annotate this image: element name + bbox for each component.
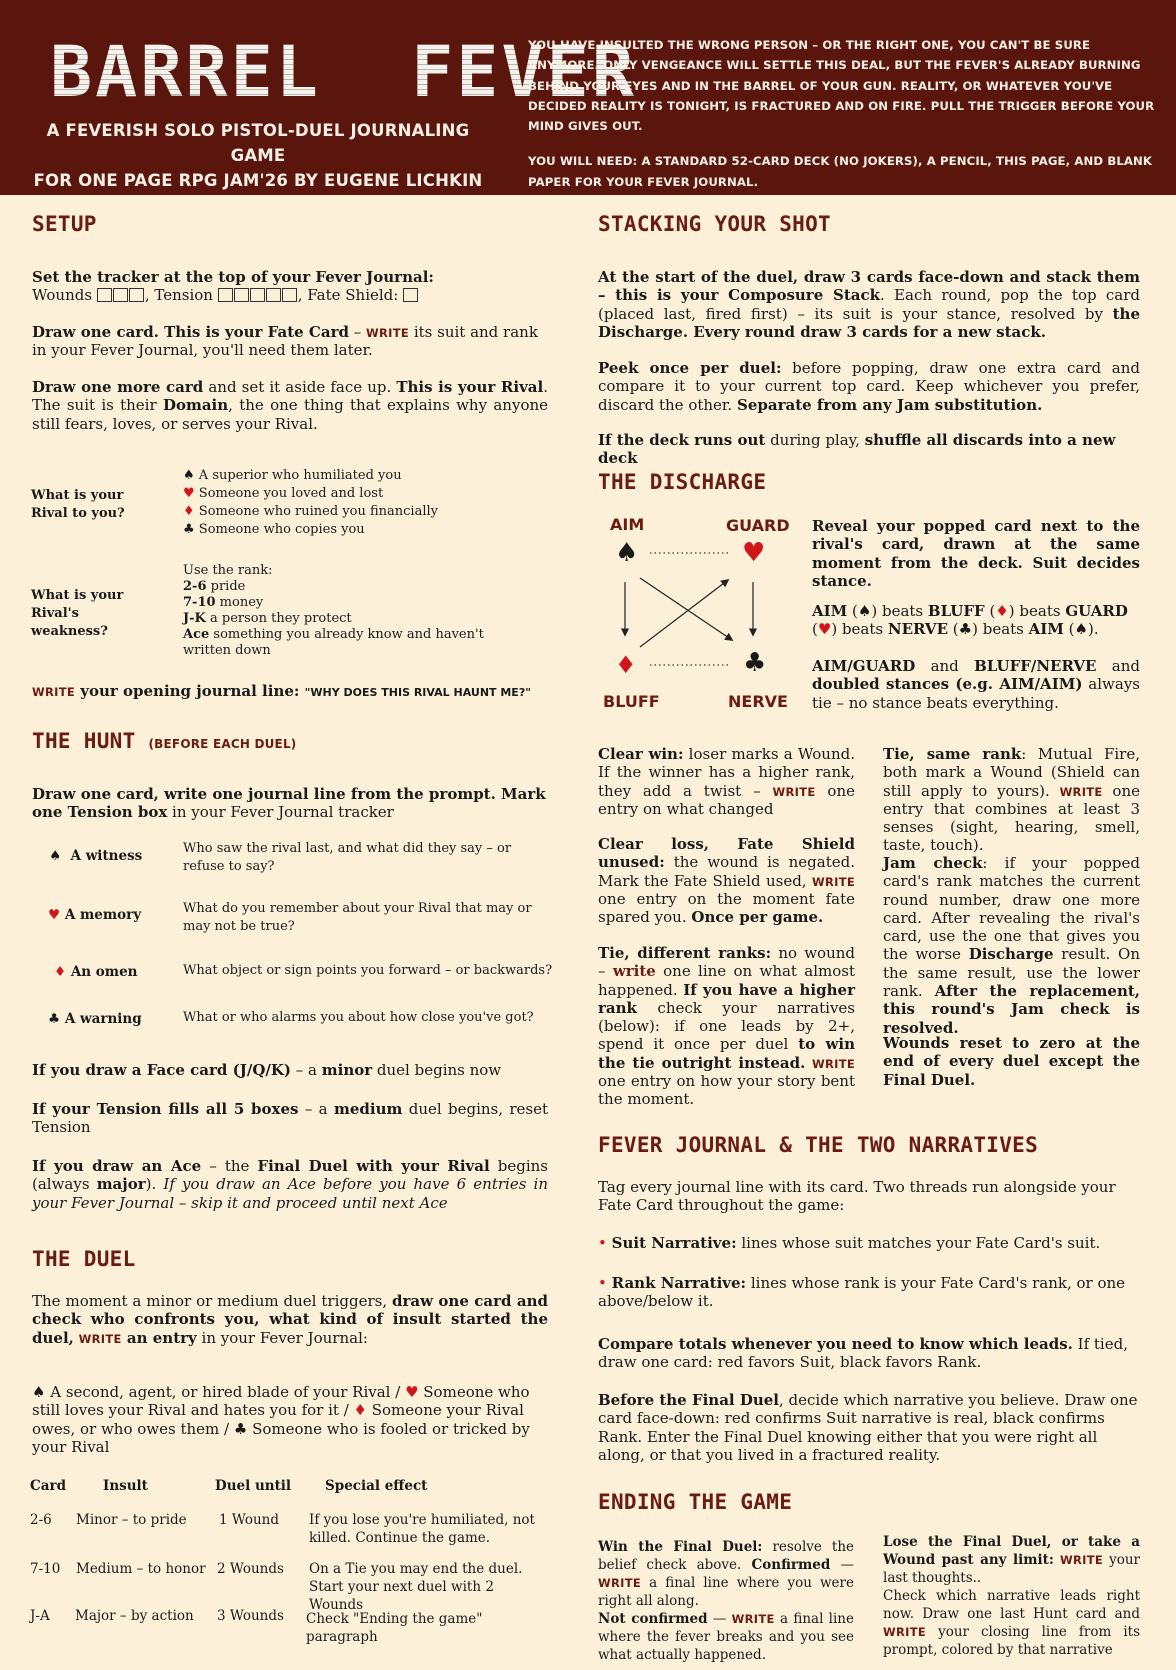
rule-bold: major	[96, 1175, 146, 1194]
club-icon: ♣	[233, 1419, 248, 1438]
ending-bold: Not confirmed	[598, 1611, 708, 1627]
outcome-bold: If you have a higher rank	[598, 980, 855, 1017]
stance-aim: AIM	[1028, 620, 1064, 639]
opening-quote: "WHY DOES THIS RIVAL HAUNT ME?"	[304, 686, 531, 699]
opponent-text: Someone who still loves your Rival and hates you for it /	[32, 1383, 530, 1420]
hunt-intro-bold: Draw one card, write one journal line from the prompt. Mark one Tension box	[32, 785, 546, 822]
rule-text: begins (always	[32, 1157, 548, 1194]
rank-text: something you already know and haven't written down	[183, 627, 484, 658]
rival-option-text: A superior who humiliated you	[198, 468, 402, 483]
ace-rule	[32, 1157, 548, 1212]
rank: 2-6	[183, 579, 207, 594]
narrative-text: lines whose suit matches your Fate Card's suit.	[736, 1234, 1101, 1252]
prompt-label	[49, 847, 142, 865]
outcome-text: one entry on the moment fate spared you.	[598, 889, 855, 927]
write-keyword: WRITE	[883, 1625, 927, 1639]
journal-intro: Tag every journal line with its card. Two threads run alongside your Fate Card throughout the game:	[598, 1178, 1116, 1215]
duel-heading: THE DUEL	[32, 1247, 136, 1271]
heart-icon: ♥	[817, 620, 832, 639]
rank-item	[183, 627, 528, 659]
rival-relationship-list	[183, 467, 543, 539]
fate-card-rule	[32, 323, 552, 360]
stance-label-nerve: NERVE	[728, 692, 788, 711]
win-final-duel	[598, 1538, 854, 1664]
outcome-text: one entry that combines at least 3 senses (sight, hearing, smell, taste, touch).	[883, 781, 1140, 855]
rank: Ace	[183, 627, 210, 642]
wounds-reset-rule: Wounds reset to zero at the end of every duel except the Final Duel.	[883, 1034, 1140, 1089]
subtitle-line: FOR ONE PAGE RPG JAM'26 BY EUGENE LICHKIN	[33, 171, 483, 190]
rival-option-text: Someone who ruined you financially	[198, 504, 438, 519]
peek-text: before popping, draw one extra card and compare it to your current top card. Keep whichever you prefer, discard the other.	[598, 359, 1140, 414]
deck-runs-out-rule	[598, 431, 1146, 468]
table-cell-effect: On a Tie you may end the duel. Start your next duel with 2 Wounds	[309, 1561, 523, 1613]
tie-bold: BLUFF/NERVE	[974, 657, 1097, 675]
tension-boxes[interactable]	[218, 286, 298, 304]
heart-icon: ♥	[405, 1383, 419, 1401]
ending-bold: Win the Final Duel:	[598, 1539, 763, 1555]
compare-text: If tied, draw one card: red favors Suit, black favors Rank.	[598, 1335, 1128, 1372]
beats-word: beats	[1014, 602, 1066, 620]
rival-option	[183, 503, 543, 521]
duel-text: in your Fever Journal:	[196, 1328, 368, 1347]
outcome-bold: Discharge	[968, 945, 1054, 964]
hunt-intro-text: in your Fever Journal tracker	[167, 803, 394, 822]
wounds-boxes[interactable]	[97, 286, 145, 304]
wounds-label: Wounds	[32, 286, 93, 305]
rival-bold: This is your Rival	[396, 378, 544, 396]
journal-heading: FEVER JOURNAL & THE TWO NARRATIVES	[598, 1133, 1039, 1157]
rival-bold: Domain	[162, 396, 229, 415]
compare-bold: Compare totals whenever you need to know which leads.	[598, 1335, 1073, 1353]
compare-totals-rule	[598, 1335, 1146, 1372]
opponent-text: A second, agent, or hired blade of your Rival /	[45, 1383, 406, 1401]
bullet-icon: •	[598, 1234, 607, 1252]
table-header-effect: Special effect	[325, 1478, 428, 1494]
hunt-title: THE HUNT	[32, 729, 136, 753]
rival-option	[183, 485, 543, 503]
dash: —	[707, 1611, 732, 1627]
bullet-icon: •	[598, 1274, 607, 1292]
ending-text: a final line where you were right all along.	[598, 1575, 854, 1609]
hunt-note: (BEFORE EACH DUEL)	[148, 737, 297, 751]
hunt-intro	[32, 785, 552, 822]
rule-bold: If you draw a Face card (J/Q/K)	[32, 1061, 291, 1079]
prompt-label-text: An omen	[70, 964, 138, 980]
beats-word: beats	[877, 602, 928, 620]
rival-question: What is your Rival to you?	[31, 488, 125, 521]
spade-icon: ♠	[183, 468, 195, 483]
write-keyword: WRITE	[811, 874, 855, 889]
fate-shield-label: , Fate Shield:	[297, 286, 399, 305]
rank-item	[183, 579, 528, 595]
stance-diagram-arrows	[600, 510, 790, 710]
prompt-text: What object or sign points you forward – or backwards?	[183, 963, 553, 978]
club-icon: ♣	[48, 1011, 61, 1027]
opponent-list	[32, 1383, 552, 1456]
peek-bold: Separate from any Jam substitution.	[736, 395, 1043, 414]
tracker-intro: Set the tracker at the top of your Fever Journal:	[32, 268, 434, 286]
rival-text: , the one thing that explains why anyone still fears, loves, or serves your Rival.	[32, 396, 549, 433]
write-keyword: WRITE	[598, 1576, 642, 1590]
tie-bold: AIM/GUARD	[812, 657, 916, 675]
table-cell-insult: Medium – to honor	[76, 1561, 206, 1577]
rival-text: and set it aside face up.	[203, 378, 397, 396]
table-cell-insult: Minor – to pride	[76, 1512, 187, 1528]
rule-bold: If you draw an Ace	[32, 1157, 202, 1175]
rank-item	[183, 595, 528, 611]
rule-bold: minor	[321, 1061, 373, 1079]
write-keyword: WRITE	[811, 1056, 855, 1071]
deck-bold: If the deck runs out	[598, 431, 766, 449]
final-text: , decide which narrative you believe. Draw one card face-down: red confirms Suit narrative is real, black confirms Rank. Enter the Final Duel knowing either that you were right all along, or that you lived in a fractured reality.	[598, 1391, 1138, 1464]
final-bold: Before the Final Duel	[598, 1391, 779, 1409]
tie-same-rank-rule	[883, 745, 1140, 855]
heart-icon: ♥	[742, 538, 766, 568]
rival-bold: Draw one more card	[32, 378, 204, 396]
rival-option	[183, 521, 543, 539]
diamond-icon: ♦	[353, 1401, 367, 1420]
ending-text: resolve the belief check above.	[598, 1539, 855, 1573]
prompt-label	[48, 1010, 142, 1028]
prompt-text: What do you remember about your Rival that may or may not be true?	[183, 901, 532, 934]
outcome-text: : Mutual Fire, both mark a Wound (Shield can still apply to yours).	[883, 745, 1140, 800]
tie-text: and	[1096, 657, 1140, 675]
stance-label-bluff: BLUFF	[603, 692, 660, 711]
write-keyword: WRITE	[1059, 784, 1103, 799]
stacking-heading: STACKING YOUR SHOT	[598, 212, 831, 236]
rival-option-text: Someone you loved and lost	[198, 486, 384, 501]
outcome-text: the wound is negated. Mark the Fate Shield used,	[598, 853, 855, 890]
outcome-bold: Tie, different ranks:	[598, 944, 772, 962]
jam-check-rule	[883, 854, 1140, 1037]
rule-text: – a	[291, 1061, 322, 1079]
rule-text: – a	[298, 1100, 334, 1118]
rule-text: duel begins now	[372, 1061, 502, 1079]
clear-loss-rule	[598, 835, 855, 926]
prompt-label-text: A warning	[64, 1011, 142, 1027]
ending-text: your last thoughts..	[883, 1552, 1140, 1586]
club-icon: ♣	[958, 620, 973, 639]
duel-text: The moment a minor or medium duel triggers,	[32, 1292, 393, 1310]
dash: –	[348, 323, 367, 341]
lose-final-duel	[883, 1533, 1140, 1659]
subtitle-line: A FEVERISH SOLO PISTOL-DUEL JOURNALING GAME	[46, 121, 470, 165]
table-cell-insult: Major – by action	[75, 1608, 194, 1624]
fate-card-bold: Draw one card. This is your Fate Card	[32, 323, 349, 341]
write-keyword: WRITE	[366, 326, 410, 340]
ending-text: your closing line from its prompt, colored by that narrative	[883, 1624, 1140, 1658]
club-icon: ♣	[183, 522, 195, 537]
club-icon: ♣	[743, 648, 767, 678]
heart-icon: ♥	[48, 907, 61, 923]
rank-text: money	[215, 595, 264, 610]
stack-bold: At the start of the duel, draw 3 cards face-down and stack them – this is your Composure Stack	[598, 268, 1140, 305]
outcome-text: one entry on what changed	[598, 781, 855, 818]
table-cell-effect: If you lose you're humiliated, not killed. Continue the game.	[309, 1512, 535, 1546]
outcome-text: loser marks a Wound. If the winner has a higher rank, they add a twist –	[598, 745, 855, 800]
stance-nerve: NERVE	[887, 620, 949, 639]
rule-bold: Final Duel with your Rival	[257, 1157, 490, 1175]
opening-line	[32, 682, 552, 700]
write-keyword: WRITE	[32, 685, 76, 699]
weakness-question: What is your Rival's weakness?	[31, 588, 124, 639]
spade-icon: ♠	[32, 1383, 46, 1401]
rule-text: duel begins, reset Tension	[32, 1100, 549, 1137]
ending-heading: ENDING THE GAME	[598, 1490, 793, 1514]
outcome-text: one entry on how your story bent the moment.	[598, 1072, 855, 1109]
peek-bold: Peek once per duel:	[598, 359, 782, 377]
prompt-label-text: A witness	[70, 848, 143, 864]
diamond-icon: ♦	[995, 602, 1009, 620]
peek-rule	[598, 359, 1140, 414]
duel-bold: an entry	[121, 1328, 197, 1347]
rival-rule	[32, 378, 548, 433]
narrative-text: lines whose rank is your Fate Card's rank, or one above/below it.	[598, 1274, 1126, 1311]
deck-bold: shuffle all discards into a new deck	[598, 431, 1116, 468]
tension-label: , Tension	[144, 286, 213, 305]
rule-text: – the	[201, 1157, 258, 1175]
tie-text: and	[915, 657, 975, 675]
stack-text: . Each round, pop the top card (placed last, fired first) – its suit is your stance, resolved by	[598, 286, 1140, 323]
rank-intro: Use the rank:	[183, 563, 273, 578]
ending-bold: Confirmed	[751, 1557, 831, 1573]
rule-bold: If your Tension fills all 5 boxes	[32, 1100, 299, 1118]
clear-win-rule	[598, 745, 855, 818]
before-final-duel-rule	[598, 1391, 1146, 1464]
diamond-icon: ♦	[54, 964, 67, 980]
fate-card-text: its suit and rank in your Fever Journal, you'll need them later.	[32, 323, 538, 360]
write-keyword: WRITE	[731, 1612, 775, 1626]
fate-shield-box[interactable]	[403, 288, 418, 302]
outcome-bold: Once per game.	[691, 908, 824, 927]
write-keyword: write	[612, 962, 656, 981]
rank-text: a person they protect	[205, 611, 352, 626]
diamond-icon: ♦	[615, 651, 637, 679]
spade-icon: ♠	[857, 602, 872, 620]
outcome-bold: Tie, same rank	[883, 745, 1022, 763]
table-cell-until: 3 Wounds	[217, 1608, 284, 1624]
discharge-heading: THE DISCHARGE	[598, 470, 767, 494]
tie-different-ranks-rule	[598, 944, 855, 1109]
prompt-text: What or who alarms you about how close you've got?	[183, 1010, 534, 1025]
outcome-bold: After the replacement, this round's Jam check is resolved.	[883, 982, 1140, 1037]
rival-text: . The suit is their	[32, 378, 549, 415]
outcome-text: no wound –	[598, 944, 855, 981]
rank-narrative	[598, 1274, 1146, 1311]
beats-rule: AIM (♠) beats BLUFF (♦) beats GUARD (♥) beats NERVE (♣) beats AIM (♠).	[812, 602, 1128, 639]
rule-italic: If you draw an Ace before you have 6 entries in your Fever Journal – skip it and proceed until next Ace	[32, 1175, 548, 1212]
outcome-bold: Clear loss, Fate Shield unused:	[598, 835, 855, 872]
rank: J-K	[183, 611, 206, 626]
spade-icon: ♠	[615, 538, 639, 568]
write-keyword: WRITE	[1059, 1553, 1104, 1567]
table-cell-card: 7-10	[30, 1561, 61, 1577]
stance-bluff: BLUFF	[927, 602, 985, 620]
tie-bold: doubled stances (e.g. AIM/AIM)	[812, 675, 1083, 694]
intro-paragraph: YOU HAVE INSULTED THE WRONG PERSON – OR THE RIGHT ONE, YOU CAN'T BE SURE ANYMORE. ONLY VENGEANCE WILL SETTLE THIS DEAL, BUT THE FEVER'S ALREADY BURNING BEHIND YOUR EYES AND IN THE BARREL OF YOUR GUN. REALITY, OR WHATEVER YOU'VE DECIDED REALITY IS TONIGHT, IS FRACTURED AND ON FIRE. PULL THE TRIGGER BEFORE YOUR MIND GIVES OUT.	[528, 38, 1155, 134]
outcome-bold: Jam check	[883, 854, 983, 872]
narrative-bold: Rank Narrative:	[611, 1274, 747, 1292]
stance-label-guard: GUARD	[726, 516, 790, 535]
outcome-bold: to win the tie outright instead.	[598, 1035, 855, 1072]
opponent-text: Someone your Rival owes, or who owes them /	[32, 1401, 524, 1438]
duel-intro	[32, 1292, 548, 1347]
weakness-list	[183, 563, 528, 659]
requirements-paragraph: YOU WILL NEED: A STANDARD 52-CARD DECK (NO JOKERS), A PENCIL, THIS PAGE, AND BLANK PAPER FOR YOUR FEVER JOURNAL.	[528, 154, 1153, 189]
dash: —	[830, 1557, 854, 1573]
write-keyword: WRITE	[78, 1331, 122, 1346]
rule-bold: medium	[333, 1100, 403, 1118]
spade-icon: ♠	[1074, 620, 1088, 639]
stack-bold: the Discharge. Every round draw 3 cards for a new stack.	[598, 304, 1140, 341]
narrative-bold: Suit Narrative:	[611, 1234, 737, 1252]
game-subtitle	[18, 118, 498, 193]
stance-guard: GUARD	[1065, 602, 1128, 620]
stance-aim: AIM	[812, 602, 848, 620]
write-keyword: WRITE	[772, 784, 816, 799]
table-cell-effect: Check "Ending the game" paragraph	[306, 1611, 483, 1645]
ending-text: Check which narrative leads right now. Draw one last Hunt card and	[883, 1588, 1140, 1622]
hunt-heading	[32, 729, 297, 755]
game-title: BARREL FEVER	[50, 30, 637, 115]
intro-text	[528, 35, 1164, 192]
outcome-text: one line on what almost happened.	[598, 962, 855, 999]
stance-label-aim: AIM	[610, 515, 645, 534]
rank: 7-10	[183, 595, 216, 610]
duel-bold: draw one card and check who confronts you, what kind of insult started the duel,	[32, 1292, 548, 1347]
reveal-rule: Reveal your popped card next to the rival's card, drawn at the same moment from the deck. Suit decides stance.	[812, 517, 1140, 590]
composure-stack-rule	[598, 268, 1140, 341]
setup-heading: SETUP	[32, 212, 97, 236]
table-cell-card: 2-6	[30, 1512, 52, 1528]
ending-text: a final line where the fever breaks and you see what actually happened.	[598, 1611, 854, 1663]
opening-bold: your opening journal line:	[75, 682, 305, 700]
deck-text: during play,	[765, 431, 865, 449]
tie-text: always tie – no stance beats everything.	[812, 675, 1140, 712]
tie-rule	[812, 657, 1140, 712]
table-cell-until: 1 Wound	[219, 1512, 279, 1528]
spade-icon: ♠	[49, 848, 62, 864]
table-header-insult: Insult	[103, 1478, 148, 1494]
rule-text: ).	[145, 1175, 164, 1194]
outcome-bold: Clear win:	[598, 745, 684, 763]
beats-word: beats	[977, 620, 1029, 639]
header-banner	[0, 0, 1176, 195]
tracker-setup	[32, 268, 552, 305]
ending-bold: Lose the Final Duel, or take a Wound past any limit:	[883, 1534, 1140, 1568]
diamond-icon: ♦	[183, 504, 195, 519]
table-cell-until: 2 Wounds	[217, 1561, 284, 1577]
prompt-label	[54, 963, 138, 981]
rank-item	[183, 611, 528, 627]
outcome-text: check your narratives (below): if one leads by 2+, spend it once per duel	[598, 998, 855, 1054]
rival-option-text: Someone who copies you	[198, 522, 365, 537]
heart-icon: ♥	[183, 486, 195, 501]
opponent-text: Someone who is fooled or tricked by your Rival	[32, 1419, 530, 1456]
tension-rule	[32, 1100, 548, 1137]
prompt-label	[48, 906, 141, 924]
rank-text: pride	[206, 579, 246, 594]
suit-narrative	[598, 1234, 1146, 1252]
outcome-text: result. On the same result, use the lower rank.	[883, 945, 1140, 1001]
prompt-label-text: A memory	[64, 907, 142, 923]
outcome-text: : if your popped card's rank matches the current round number, draw one more card. After revealing the rival's card, use the one that gives you the worse	[883, 854, 1140, 964]
table-header-until: Duel until	[215, 1478, 292, 1494]
table-header-card: Card	[30, 1478, 67, 1494]
prompt-text: Who saw the rival last, and what did they say – or refuse to say?	[183, 841, 512, 874]
face-card-rule	[32, 1061, 552, 1079]
rival-option	[183, 467, 543, 485]
table-cell-card: J-A	[30, 1608, 50, 1624]
beats-word: beats	[837, 620, 888, 639]
